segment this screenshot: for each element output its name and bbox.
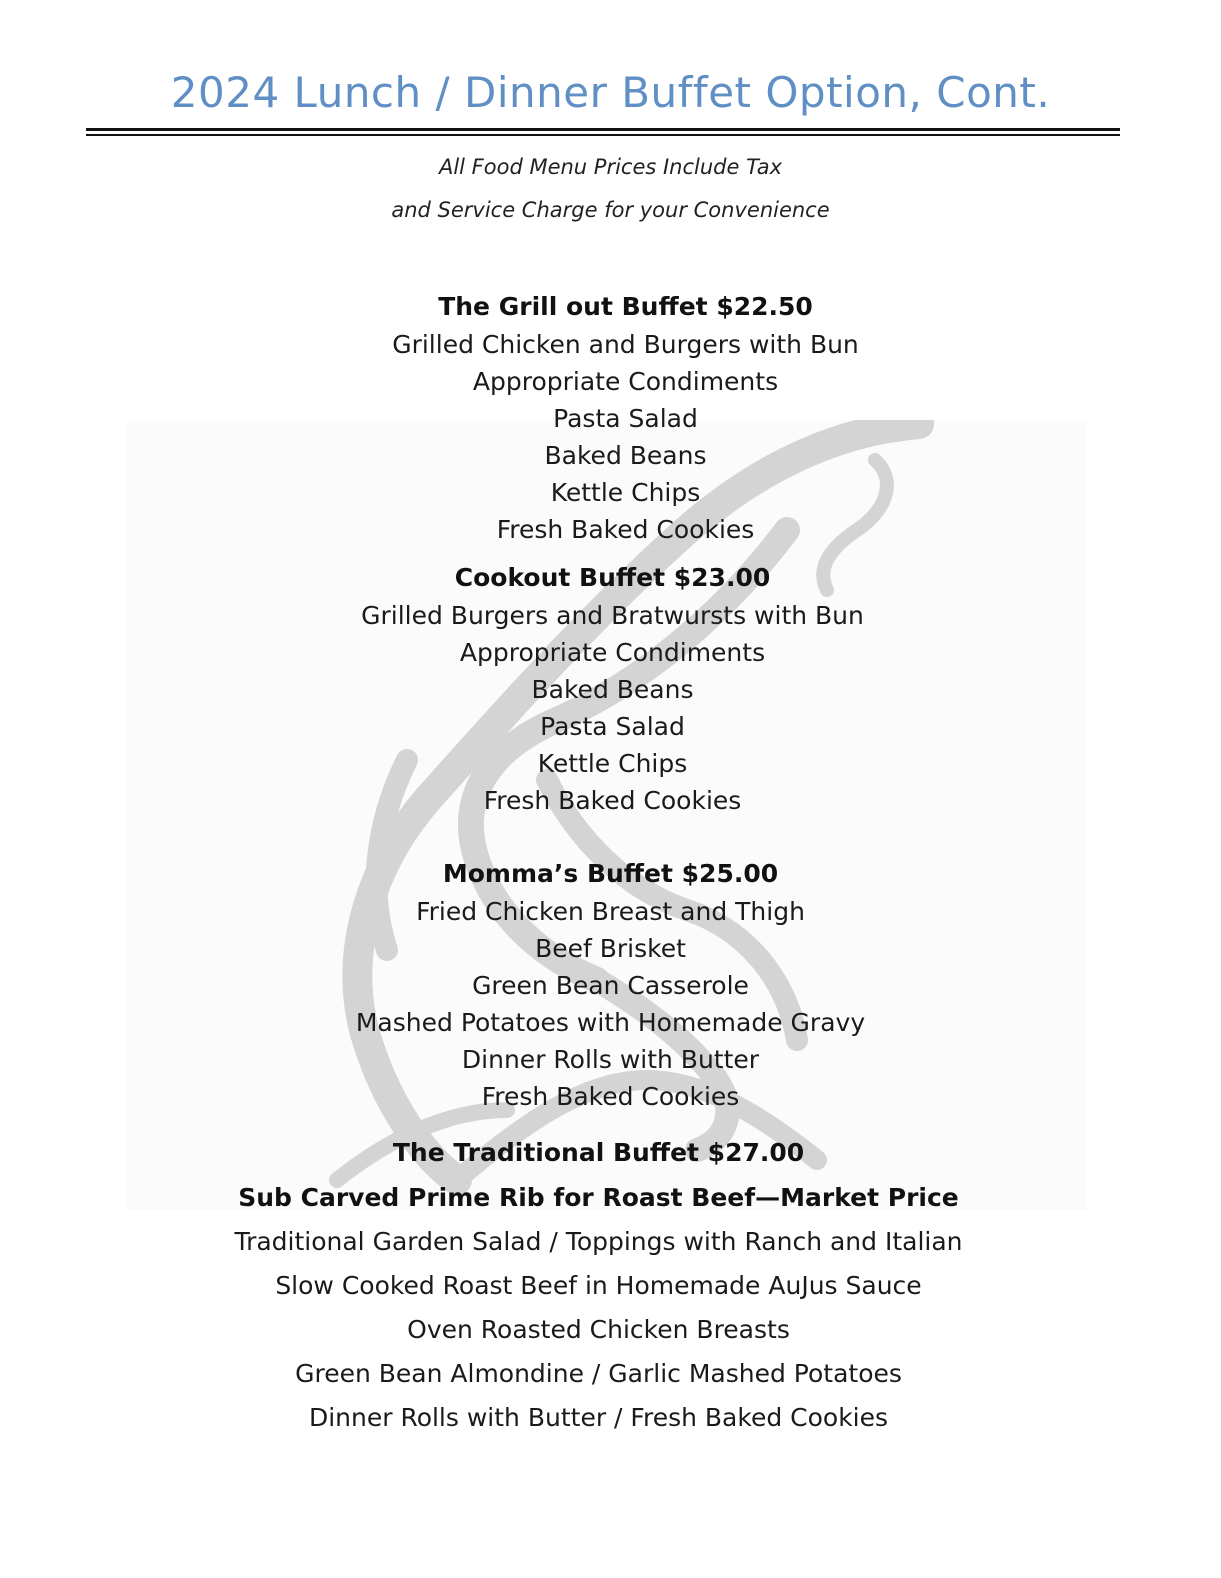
menu-item: Slow Cooked Roast Beef in Homemade AuJus Sauce xyxy=(275,1271,922,1300)
menu-item: Dinner Rolls with Butter xyxy=(461,1045,760,1074)
pricing-note-line-1: All Food Menu Prices Include Tax xyxy=(438,155,783,179)
section-heading: The Traditional Buffet $27.00 xyxy=(392,1138,805,1167)
menu-section-cookout xyxy=(2,559,1221,819)
menu-item: Oven Roasted Chicken Breasts xyxy=(407,1315,790,1344)
menu-item: Pasta Salad xyxy=(553,404,698,433)
section-heading: The Grill out Buffet $22.50 xyxy=(438,292,813,321)
menu-item: Appropriate Condiments xyxy=(459,638,766,667)
page-title: 2024 Lunch / Dinner Buffet Option, Cont. xyxy=(170,68,1051,117)
menu-item: Pasta Salad xyxy=(540,712,685,741)
section-subheading: Sub Carved Prime Rib for Roast Beef—Market Price xyxy=(238,1183,959,1212)
menu-item: Kettle Chips xyxy=(537,749,688,778)
pricing-note-line-2: and Service Charge for your Convenience xyxy=(391,198,830,222)
menu-item: Dinner Rolls with Butter / Fresh Baked Cookies xyxy=(308,1403,889,1432)
section-heading: Cookout Buffet $23.00 xyxy=(454,563,771,592)
menu-item: Appropriate Condiments xyxy=(472,367,779,396)
title-divider xyxy=(86,128,1120,131)
menu-item: Grilled Burgers and Bratwursts with Bun xyxy=(361,601,864,630)
menu-item: Baked Beans xyxy=(531,675,694,704)
menu-item: Beef Brisket xyxy=(535,934,686,963)
title-divider-secondary xyxy=(86,134,1120,136)
menu-item: Fresh Baked Cookies xyxy=(483,786,742,815)
menu-item: Fried Chicken Breast and Thigh xyxy=(416,897,805,926)
menu-section-traditional xyxy=(0,1130,1209,1440)
menu-item: Baked Beans xyxy=(544,441,707,470)
section-heading: Momma’s Buffet $25.00 xyxy=(442,859,779,888)
menu-item: Traditional Garden Salad / Toppings with Ranch and Italian xyxy=(234,1227,963,1256)
menu-item: Kettle Chips xyxy=(550,478,701,507)
menu-item: Grilled Chicken and Burgers with Bun xyxy=(392,330,859,359)
menu-item: Mashed Potatoes with Homemade Gravy xyxy=(355,1008,866,1037)
menu-item: Fresh Baked Cookies xyxy=(481,1082,740,1111)
menu-section-grill-out xyxy=(15,288,1221,548)
menu-item: Green Bean Almondine / Garlic Mashed Potatoes xyxy=(295,1359,902,1388)
menu-section-mommas xyxy=(0,855,1221,1115)
menu-item: Green Bean Casserole xyxy=(472,971,749,1000)
menu-item: Fresh Baked Cookies xyxy=(496,515,755,544)
